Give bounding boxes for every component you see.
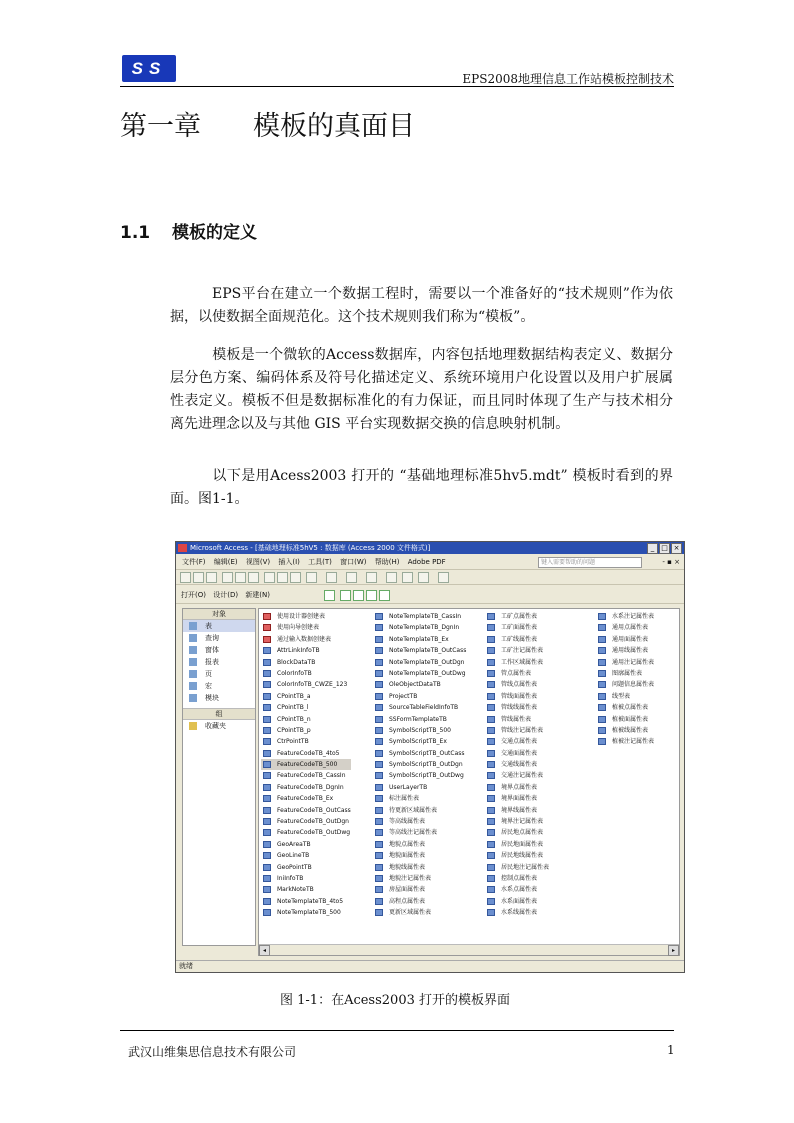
table-icon [598, 636, 606, 643]
table-list-item[interactable]: CtrPointTB [261, 736, 351, 747]
table-icon [375, 681, 383, 688]
company-logo: SS [122, 55, 176, 82]
table-list-item[interactable]: 管线点属性表 [485, 679, 549, 690]
table-list-item[interactable]: 管线注记属性表 [485, 725, 549, 736]
table-icon [375, 875, 383, 882]
database-toolbar [176, 587, 684, 604]
table-list-item[interactable]: NoteTemplateTB_OutDgn [373, 657, 466, 668]
object-type-item[interactable]: 模块 [183, 692, 255, 704]
table-list-item[interactable]: CPointTB_p [261, 725, 351, 736]
table-icon [375, 795, 383, 802]
object-type-item[interactable]: 宏 [183, 680, 255, 692]
groups-header: 组 [183, 708, 255, 720]
scroll-left-icon[interactable]: ◂ [259, 945, 270, 956]
table-list-item[interactable]: CPointTB_a [261, 691, 351, 702]
table-list-item[interactable]: 更新区域属性表 [373, 907, 466, 918]
object-type-icon [189, 622, 197, 630]
object-type-icon [189, 646, 197, 654]
status-bar: 就绪 [176, 960, 685, 972]
object-type-item[interactable]: 表 [183, 620, 255, 632]
office-links-icon[interactable] [326, 572, 337, 583]
table-list-item[interactable]: ColorInfoTB_CWZE_123 [261, 679, 351, 690]
object-type-item[interactable]: 窗体 [183, 644, 255, 656]
scroll-right-icon[interactable]: ▸ [668, 945, 679, 956]
undo-icon[interactable] [306, 572, 317, 583]
open-icon[interactable] [193, 572, 204, 583]
object-type-item[interactable]: 页 [183, 668, 255, 680]
table-list-item[interactable]: NoteTemplateTB_Ex [373, 634, 466, 645]
cut-icon[interactable] [264, 572, 275, 583]
section-heading [120, 218, 257, 243]
table-icon [598, 727, 606, 734]
page-number: 1 [667, 1043, 675, 1057]
menu-tools[interactable]: 工具(T) [308, 558, 332, 566]
table-list-item[interactable]: SymbolScriptTB_Ex [373, 736, 466, 747]
table-list-item[interactable]: 房屋面属性表 [373, 884, 466, 895]
new-icon[interactable] [180, 572, 191, 583]
table-icon [375, 670, 383, 677]
table-list-item[interactable]: 地貌面属性表 [373, 850, 466, 861]
table-list-item[interactable]: 问题信息属性表 [596, 679, 654, 690]
table-icon [263, 750, 271, 757]
chapter-heading [120, 104, 415, 143]
table-list-item[interactable]: 待更新区域属性表 [373, 805, 466, 816]
table-list-item[interactable]: CPointTB_l [261, 702, 351, 713]
table-icon [375, 624, 383, 631]
menu-view[interactable]: 视图(V) [245, 558, 271, 566]
table-icon [487, 909, 495, 916]
table-icon [598, 693, 606, 700]
table-list-item[interactable]: 图廓属性表 [596, 668, 654, 679]
close-button[interactable]: × [671, 543, 682, 554]
table-icon [487, 624, 495, 631]
analyze-icon[interactable] [346, 572, 357, 583]
table-list-item[interactable]: 植被线属性表 [596, 725, 654, 736]
table-list-item[interactable]: AttrLinkInfoTB [261, 645, 351, 656]
table-list-item[interactable]: FeatureCodeTB_DgnIn [261, 782, 351, 793]
table-icon [263, 898, 271, 905]
table-icon [263, 693, 271, 700]
table-icon [263, 761, 271, 768]
table-list-item[interactable]: 水系点属性表 [485, 884, 549, 895]
header-doc-title: EPS2008地理信息工作站模板控制技术 [462, 72, 674, 86]
table-icon [598, 659, 606, 666]
table-list-item[interactable]: 线型表 [596, 691, 654, 702]
table-icon [375, 841, 383, 848]
table-list-item[interactable]: 通用面属性表 [596, 634, 654, 645]
table-icon [375, 807, 383, 814]
paragraph: EPS平台在建立一个数据工程时，需要以一个准备好的“技术规则”作为依据，以使数据全面规范化。这个技术规则我们称为“模板”。 [170, 286, 673, 325]
object-type-item[interactable]: 查询 [183, 632, 255, 644]
table-icon [375, 864, 383, 871]
table-icon [598, 647, 606, 654]
table-icon [263, 738, 271, 745]
table-icon [598, 704, 606, 711]
table-list-item[interactable]: BlockDataTB [261, 657, 351, 668]
paragraph: 以下是用Acess2003 打开的 “基础地理标准5hv5.mdt” 模板时看到的界面。图1-1。 [170, 468, 673, 507]
table-list-item[interactable]: NoteTemplateTB_500 [261, 907, 351, 918]
table-icon [263, 829, 271, 836]
table-icon [487, 681, 495, 688]
object-type-icon [189, 694, 197, 702]
table-list-item[interactable]: 居民地注记属性表 [485, 862, 549, 873]
table-list-item[interactable]: 地貌点属性表 [373, 839, 466, 850]
relationships-icon[interactable] [402, 572, 413, 583]
table-icon [263, 636, 271, 643]
table-icon [263, 795, 271, 802]
table-list-item[interactable]: 水系面属性表 [485, 896, 549, 907]
table-list-item[interactable]: FeatureCodeTB_OutDwg [261, 827, 351, 838]
table-list-item[interactable]: GeoPointTB [261, 862, 351, 873]
menu-file[interactable]: 文件(F) [182, 558, 206, 566]
table-list-item[interactable]: 管线面属性表 [485, 691, 549, 702]
table-icon [263, 681, 271, 688]
table-icon [598, 716, 606, 723]
table-list-item[interactable]: 植被点属性表 [596, 702, 654, 713]
footer-rule [120, 1030, 674, 1031]
table-list-item[interactable]: 水系注记属性表 [596, 611, 654, 622]
table-icon [487, 704, 495, 711]
table-list-item[interactable]: 等高线注记属性表 [373, 827, 466, 838]
table-icon [375, 909, 383, 916]
maximize-button[interactable]: □ [659, 543, 670, 554]
horizontal-scrollbar[interactable] [259, 944, 679, 955]
menu-bar [176, 555, 684, 570]
table-icon [263, 704, 271, 711]
table-icon [598, 738, 606, 745]
table-list-pane [258, 608, 680, 956]
table-list-item[interactable]: FeatureCodeTB_OutCass [261, 805, 351, 816]
table-icon [487, 670, 495, 677]
table-icon [375, 829, 383, 836]
table-icon [487, 829, 495, 836]
table-icon [487, 659, 495, 666]
table-list-item[interactable]: 工矿注记属性表 [485, 645, 549, 656]
menu-edit[interactable]: 编辑(E) [213, 558, 238, 566]
table-list-item[interactable]: 居民地线属性表 [485, 850, 549, 861]
document-window-controls[interactable]: - ▪ × [662, 558, 680, 566]
details-view-icon[interactable] [379, 590, 390, 601]
table-icon [375, 772, 383, 779]
table-list-item[interactable]: NoteTemplateTB_4to5 [261, 896, 351, 907]
window-controls [647, 543, 682, 554]
window-title: Microsoft Access - [基础地理标准5hV5 : 数据库 (Access 2000 文件格式)] [190, 544, 431, 552]
objects-pane [182, 608, 256, 946]
table-icon [598, 670, 606, 677]
table-icon [375, 750, 383, 757]
table-icon [263, 624, 271, 631]
table-list-item[interactable]: FeatureCodeTB_OutDgn [261, 816, 351, 827]
table-icon [598, 624, 606, 631]
chapter-title: 模板的真面目 [253, 111, 415, 142]
table-icon [487, 886, 495, 893]
table-icon [263, 886, 271, 893]
table-icon [598, 613, 606, 620]
table-list-item[interactable]: FeatureCodeTB_500 [261, 759, 351, 770]
table-icon [263, 727, 271, 734]
table-icon [487, 875, 495, 882]
print-icon[interactable] [222, 572, 233, 583]
table-icon [263, 875, 271, 882]
menu-window[interactable]: 窗口(W) [340, 558, 367, 566]
table-list-item[interactable]: 通用点属性表 [596, 622, 654, 633]
table-list-item[interactable]: GeoLineTB [261, 850, 351, 861]
table-list-item[interactable]: 地貌线属性表 [373, 862, 466, 873]
table-list-item[interactable]: SourceTableFieldInfoTB [373, 702, 466, 713]
table-icon [263, 841, 271, 848]
table-list-item[interactable]: 交通注记属性表 [485, 770, 549, 781]
table-icon [487, 841, 495, 848]
table-list-item[interactable]: 交通面属性表 [485, 748, 549, 759]
section-title: 模板的定义 [172, 223, 257, 243]
access-app-icon [178, 544, 187, 552]
table-icon [487, 727, 495, 734]
design-button[interactable]: 设计(D) [213, 591, 239, 599]
table-list-item[interactable]: 境界面属性表 [485, 793, 549, 804]
table-list-item[interactable]: 高程点属性表 [373, 896, 466, 907]
spelling-icon[interactable] [248, 572, 259, 583]
table-icon [375, 704, 383, 711]
table-icon [375, 716, 383, 723]
table-icon [263, 772, 271, 779]
table-list-item[interactable]: 工矿线属性表 [485, 634, 549, 645]
small-icons-view-icon[interactable] [353, 590, 364, 601]
standard-toolbar [176, 570, 684, 585]
properties-icon[interactable] [386, 572, 397, 583]
new-object-icon[interactable] [418, 572, 429, 583]
large-icons-view-icon[interactable] [340, 590, 351, 601]
table-list-item[interactable]: 通用线属性表 [596, 645, 654, 656]
table-list-item[interactable]: SSFormTemplateTB [373, 714, 466, 725]
header-rule [120, 86, 674, 87]
list-view-icon[interactable] [366, 590, 377, 601]
menu-help[interactable]: 帮助(H) [374, 558, 400, 566]
table-icon [375, 727, 383, 734]
object-type-item[interactable]: 报表 [183, 656, 255, 668]
help-search-input[interactable]: 键入需要帮助的问题 [538, 557, 642, 568]
table-icon [263, 909, 271, 916]
table-list-item[interactable]: 管线属性表 [485, 714, 549, 725]
object-type-icon [189, 658, 197, 666]
table-list-item[interactable]: 地貌注记属性表 [373, 873, 466, 884]
table-icon [375, 852, 383, 859]
table-icon [487, 898, 495, 905]
menu-adobe-pdf[interactable]: Adobe PDF [407, 558, 446, 566]
table-icon [375, 636, 383, 643]
table-icon [263, 864, 271, 871]
table-icon [375, 761, 383, 768]
table-icon [487, 738, 495, 745]
table-list-item[interactable]: 植被面属性表 [596, 714, 654, 725]
object-type-icon [189, 670, 197, 678]
table-list-item[interactable]: GeoAreaTB [261, 839, 351, 850]
help-icon[interactable] [438, 572, 449, 583]
table-list-item[interactable]: 管线线属性表 [485, 702, 549, 713]
copy-icon[interactable] [277, 572, 288, 583]
table-list-item[interactable]: SymbolScriptTB_OutCass [373, 748, 466, 759]
table-icon [375, 738, 383, 745]
table-list-item[interactable]: NoteTemplateTB_DgnIn [373, 622, 466, 633]
table-list-item[interactable]: ColorInfoTB [261, 668, 351, 679]
group-item-favorites[interactable]: 收藏夹 [183, 720, 255, 732]
table-icon [375, 659, 383, 666]
code-icon[interactable] [366, 572, 377, 583]
table-icon [487, 716, 495, 723]
preview-icon[interactable] [235, 572, 246, 583]
table-icon [263, 647, 271, 654]
table-list-item[interactable]: 工作区域属性表 [485, 657, 549, 668]
table-list-item[interactable]: 居民地点属性表 [485, 827, 549, 838]
table-icon [487, 613, 495, 620]
table-list-item[interactable]: 水系线属性表 [485, 907, 549, 918]
section-number: 1.1 [120, 223, 151, 243]
table-list-item[interactable]: ProjectTB [373, 691, 466, 702]
table-icon [375, 818, 383, 825]
table-list-item[interactable]: FeatureCodeTB_4to5 [261, 748, 351, 759]
table-list-item[interactable]: SymbolScriptTB_OutDwg [373, 770, 466, 781]
table-list-item[interactable]: MarkNoteTB [261, 884, 351, 895]
table-list-item[interactable]: 通过输入数据创建表 [261, 634, 351, 645]
table-icon [487, 807, 495, 814]
table-list-item[interactable]: IniInfoTB [261, 873, 351, 884]
chapter-number: 第一章 [120, 111, 201, 142]
table-icon [487, 784, 495, 791]
table-icon [375, 647, 383, 654]
table-list-item[interactable]: OleObjectDataTB [373, 679, 466, 690]
table-list-item[interactable]: 居民地面属性表 [485, 839, 549, 850]
table-icon [598, 681, 606, 688]
table-list-item[interactable]: 控制点属性表 [485, 873, 549, 884]
footer-company: 武汉山维集思信息技术有限公司 [128, 1045, 297, 1059]
new-button[interactable]: 新建(N) [245, 591, 271, 599]
table-list-item[interactable]: 使用设计器创建表 [261, 611, 351, 622]
table-icon [263, 818, 271, 825]
table-icon [263, 659, 271, 666]
paragraph: 模板是一个微软的Access数据库，内容包括地理数据结构表定义、数据分层分色方案、编码体系及符号化描述定义、系统环境用户化设置以及用户扩展属性表定义。模板不但是数据标准化的有力保证，而且同时体现了生产与技术相分离先进理念以及与其他 GIS 平台实现数据交换的信息映射机制。 [170, 347, 673, 432]
access-screenshot-figure [175, 541, 685, 973]
table-list-item[interactable]: 境界点属性表 [485, 782, 549, 793]
table-list-item[interactable]: FeatureCodeTB_CassIn [261, 770, 351, 781]
table-list-item[interactable]: 植被注记属性表 [596, 736, 654, 747]
table-list-item[interactable]: 使用向导创建表 [261, 622, 351, 633]
table-icon [487, 647, 495, 654]
table-list-item[interactable]: 交通点属性表 [485, 736, 549, 747]
table-icon [375, 898, 383, 905]
table-icon [487, 818, 495, 825]
table-icon [487, 636, 495, 643]
table-icon [263, 784, 271, 791]
table-list-item[interactable]: SymbolScriptTB_500 [373, 725, 466, 736]
table-icon [487, 864, 495, 871]
paste-icon[interactable] [290, 572, 301, 583]
table-list-item[interactable]: NoteTemplateTB_OutDwg [373, 668, 466, 679]
figure-caption: 图 1-1：在Acess2003 打开的模板界面 [280, 993, 510, 1008]
table-list-item[interactable]: 管点属性表 [485, 668, 549, 679]
table-list-item[interactable]: 工矿点属性表 [485, 611, 549, 622]
table-list-item[interactable]: CPointTB_n [261, 714, 351, 725]
table-icon [375, 784, 383, 791]
table-list-item[interactable]: UserLayerTB [373, 782, 466, 793]
table-icon [263, 716, 271, 723]
window-titlebar [176, 542, 684, 554]
table-list-item[interactable]: 境界注记属性表 [485, 816, 549, 827]
minimize-button[interactable]: _ [647, 543, 658, 554]
table-icon [263, 613, 271, 620]
table-icon [263, 807, 271, 814]
objects-header: 对象 [183, 609, 255, 620]
table-list-item[interactable]: NoteTemplateTB_OutCass [373, 645, 466, 656]
delete-icon[interactable] [324, 590, 335, 601]
save-icon[interactable] [206, 572, 217, 583]
table-list-item[interactable]: 工矿面属性表 [485, 622, 549, 633]
folder-icon [189, 722, 197, 730]
table-icon [487, 693, 495, 700]
table-list-item[interactable]: 通用注记属性表 [596, 657, 654, 668]
table-icon [487, 772, 495, 779]
table-icon [487, 761, 495, 768]
table-list-item[interactable]: NoteTemplateTB_CassIn [373, 611, 466, 622]
table-icon [375, 886, 383, 893]
table-icon [263, 670, 271, 677]
table-list-item[interactable]: 交通线属性表 [485, 759, 549, 770]
object-type-icon [189, 634, 197, 642]
table-list-item[interactable]: SymbolScriptTB_OutDgn [373, 759, 466, 770]
table-icon [487, 852, 495, 859]
table-list-item[interactable]: 境界线属性表 [485, 805, 549, 816]
table-icon [487, 795, 495, 802]
table-list-item[interactable]: 等高线属性表 [373, 816, 466, 827]
table-icon [263, 852, 271, 859]
open-button[interactable]: 打开(O) [181, 591, 206, 599]
table-list-item[interactable]: FeatureCodeTB_Ex [261, 793, 351, 804]
object-type-icon [189, 682, 197, 690]
table-icon [487, 750, 495, 757]
menu-insert[interactable]: 插入(I) [278, 558, 300, 566]
table-icon [375, 693, 383, 700]
table-list-item[interactable]: 标注属性表 [373, 793, 466, 804]
table-icon [375, 613, 383, 620]
